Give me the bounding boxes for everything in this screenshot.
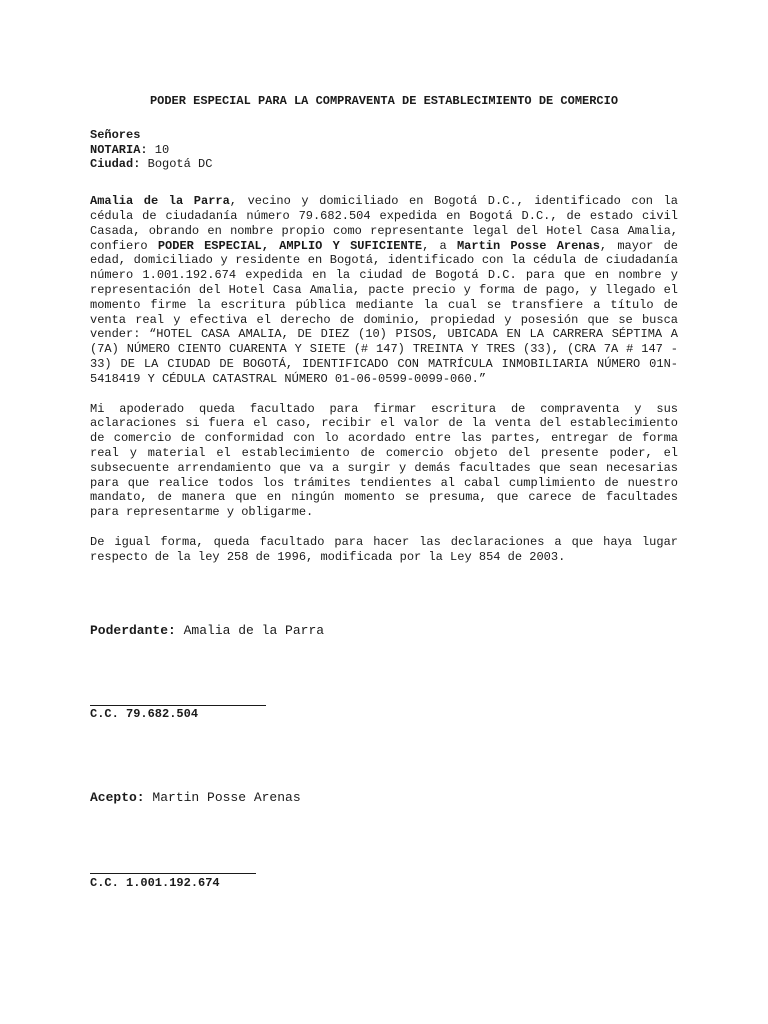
salutation: Señores	[90, 127, 141, 142]
document-title: PODER ESPECIAL PARA LA COMPRAVENTA DE ESTABLECIMIENTO DE COMERCIO	[149, 94, 619, 108]
notaria-label: NOTARIA:	[90, 142, 148, 157]
power-type: PODER ESPECIAL, AMPLIO Y SUFICIENTE	[157, 238, 423, 253]
attorney-name: Martin Posse Arenas	[456, 238, 600, 253]
paragraph-grant	[90, 194, 678, 386]
ciudad-label: Ciudad:	[90, 157, 141, 172]
addressee-block	[90, 128, 678, 172]
notaria-value: 10	[147, 142, 170, 157]
poderdante-name: Amalia de la Parra	[175, 623, 325, 638]
acepto-label: Acepto:	[90, 790, 145, 805]
paragraph-declarations: De igual forma, queda facultado para hacer las declaraciones a que haya lugar respecto de la ley 258 de 1996, modificada por la Ley 854 de 2003.	[90, 534, 678, 564]
grantor-name: Amalia de la Parra	[90, 194, 230, 209]
poderdante-label: Poderdante:	[90, 623, 176, 638]
acepto-name: Martin Posse Arenas	[144, 790, 301, 805]
paragraph-grant-text-c: , mayor de edad, domiciliado y residente en Bogotá, identificado con la cédula de ciudadanía número 1.001.192.674 expedida en la ciudad de Bogotá D.C. para que en nombre y representación del Hotel Casa Amalia, pacte precio y forma de pago, y llegado el momento firme la escritura pública mediante la cual se transfiere a título de venta real y efectiva el derecho de dominio, propiedad y posesión que se busca vender: “HOTEL CASA AMALIA, DE DIEZ (10) PISOS, UBICADA EN LA CARRERA SÉPTIMA A (7A) NÚMERO CIENTO CUARENTA Y SIETE (# 147) TREINTA Y TRES (33), (CRA 7A # 147 - 33) DE LA CIUDAD DE BOGOTÁ, IDENTIFICADO CON MATRÍCULA INMOBILIARIA NÚMERO 01N-5418419 Y CÉDULA CATASTRAL NÚMERO 01-06-0599-0099-060.”	[90, 238, 679, 386]
acepto-line	[90, 791, 301, 806]
poderdante-line	[90, 624, 324, 639]
paragraph-powers: Mi apoderado queda facultado para firmar escritura de compraventa y sus aclaraciones si fuera el caso, recibir el valor de la venta del establecimiento de comercio de conformidad con lo acordado entre las partes, entregar de forma real y material el establecimiento de comercio objeto del presente poder, el subsecuente arrendamiento que va a surgir y demás facultades que sean necesarias para que realice todos los trámites tendientes al cabal cumplimiento de nuestro mandato, de manera que en ningún momento se presuma, que carece de facultades para representarme y obligarme.	[90, 401, 678, 520]
poderdante-cc: C.C. 79.682.504	[90, 707, 199, 721]
poderdante-signature-line	[90, 705, 266, 706]
acepto-cc: C.C. 1.001.192.674	[90, 876, 220, 890]
paragraph-grant-text-b: , a	[422, 238, 457, 253]
acepto-signature-line	[90, 873, 256, 874]
notaria-line	[90, 143, 678, 158]
ciudad-line	[90, 157, 678, 172]
ciudad-value: Bogotá DC	[140, 157, 213, 172]
paragraph-grant-text-a: , vecino y domiciliado en Bogotá D.C., identificado con la cédula de ciudadanía número 79.682.504 expedida en Bogotá D.C., de estado civil Casada, obrando en nombre propio como representante legal del Hotel Casa Amalia, confiero	[90, 194, 678, 253]
